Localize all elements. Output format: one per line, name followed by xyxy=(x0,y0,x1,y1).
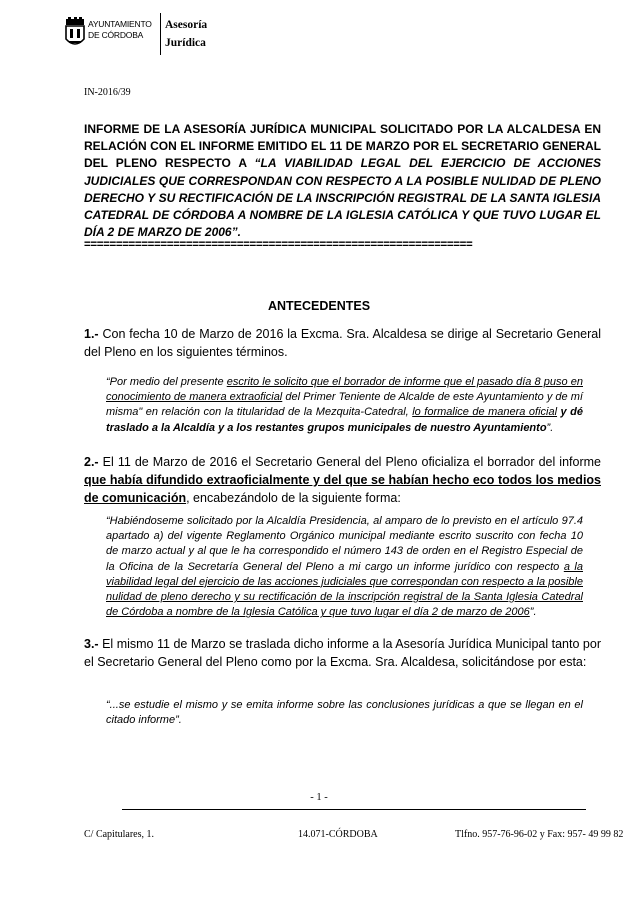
document-reference: IN-2016/39 xyxy=(84,87,131,98)
quote-1-underlined-b: escrito le solicito que el borrador de informe que el pasado día 8 puso en conocimiento de manera extraoficial xyxy=(106,376,583,404)
org-name-line2: DE CÓRDOBA xyxy=(88,30,144,40)
item-3 xyxy=(84,635,601,671)
item-2-text-a: El 11 de Marzo de 2016 el Secretario General del Pleno oficializa el borrador del informe xyxy=(98,455,601,469)
footer-divider xyxy=(122,809,586,810)
footer-phone: Tlfno. 957-76-96-02 y Fax: 957- 49 99 82 xyxy=(455,829,624,840)
footer-address: C/ Capitulares, 1. xyxy=(84,829,154,840)
page-number: - 1 - xyxy=(310,792,328,803)
quote-2-underlined: a la viabilidad legal del ejercicio de las acciones judiciales que correspondan con respecto a la posible nulidad de pleno derecho y su rectificación de la inscripción registral de la Santa Iglesia Catedral de Córdoba a nombre de la Iglesia Católica y que tuvo lugar el día 2 de marzo de 2006 xyxy=(106,560,583,619)
item-3-text: El mismo 11 de Marzo se traslada dicho informe a la Asesoría Jurídica Municipal tanto por el Secretario General del Pleno como por la Excma. Sra. Alcaldesa, solicitándose por esta: xyxy=(84,637,601,670)
section-heading: ANTECEDENTES xyxy=(267,299,371,313)
quote-1-a: “Por medio del presente xyxy=(106,376,227,388)
title-separator: ============================================================= xyxy=(84,239,473,251)
item-2-number: 2.- xyxy=(84,455,99,469)
footer-city: 14.071-CÓRDOBA xyxy=(298,829,378,840)
quote-2 xyxy=(106,514,583,620)
document-title xyxy=(84,121,601,241)
title-part1: INFORME DE LA ASESORÍA JURÍDICA MUNICIPAL SOLICITADO POR LA ALCALDESA EN RELACIÓN CON EL INFORME EMITIDO EL 11 DE MARZO POR EL SECRETARIO GENERAL DEL PLENO RESPECTO A xyxy=(84,122,601,171)
department-name xyxy=(165,16,207,52)
org-name-line1: AYUNTAMIENTO xyxy=(88,19,152,29)
department-line2: Jurídica xyxy=(165,37,206,49)
title-part2: “LA VIABILIDAD LEGAL DEL EJERCICIO DE ACCIONES JUDICIALES QUE CORRESPONDAN CON RESPECTO A LA POSIBLE NULIDAD DE PLENO DERECHO Y SU RECTIFICACIÓN DE LA INSCRIPCIÓN REGISTRAL DE LA SANTA IGLESIA CATEDRAL DE CÓRDOBA A NOMBRE DE LA IGLESIA CATÓLICA Y QUE TUVO LUGAR EL DÍA 2 DE MARZO DE 2006”. xyxy=(84,156,602,240)
letterhead xyxy=(64,13,224,57)
header-divider xyxy=(160,13,161,55)
quote-1-f: ”. xyxy=(546,421,554,434)
item-1 xyxy=(84,325,601,361)
org-name xyxy=(88,19,152,41)
quote-1-underlined-d: lo formalice de manera oficial xyxy=(412,406,558,419)
quote-1-c: del Primer Teniente de Alcalde de este Ayuntamiento y de mí misma" en relación con la titularidad de la Mezquita-Catedral, xyxy=(106,391,583,419)
item-2-emphasis: que había difundido extraoficialmente y del que se habían hecho eco todos los medios de comunicación xyxy=(84,473,601,506)
quote-1-bold-e: y dé traslado a la Alcaldía y a los restantes grupos municipales de nuestro Ayuntamiento xyxy=(106,406,583,434)
quote-1 xyxy=(106,375,583,436)
item-2-text-c: , encabezándolo de la siguiente forma: xyxy=(186,491,401,506)
item-1-text: Con fecha 10 de Marzo de 2016 la Excma. Sra. Alcaldesa se dirige al Secretario General del Pleno en los siguientes términos. xyxy=(84,327,601,360)
quote-2-a: “Habiéndoseme solicitado por la Alcaldía Presidencia, al amparo de lo previsto en el artículo 97.4 apartado a) del vigente Reglamento Orgánico municipal mediante escrito suscrito con fecha 10 de marzo actual y al que le ha correspondido el número 143 de orden en el Registro Especial de la Oficina de la Secretaría General del Pleno a mi cargo un informe jurídico con respecto xyxy=(106,515,583,573)
item-2 xyxy=(84,453,601,508)
quote-3: “...se estudie el mismo y se emita informe sobre las conclusiones jurídicas a que se llegan en el citado informe”. xyxy=(106,699,583,727)
coat-of-arms-icon xyxy=(64,17,86,51)
quote-2-c: ”. xyxy=(529,606,537,619)
department-line1: Asesoría xyxy=(165,19,208,31)
item-1-number: 1.- xyxy=(84,327,99,341)
item-3-number: 3.- xyxy=(84,637,99,651)
